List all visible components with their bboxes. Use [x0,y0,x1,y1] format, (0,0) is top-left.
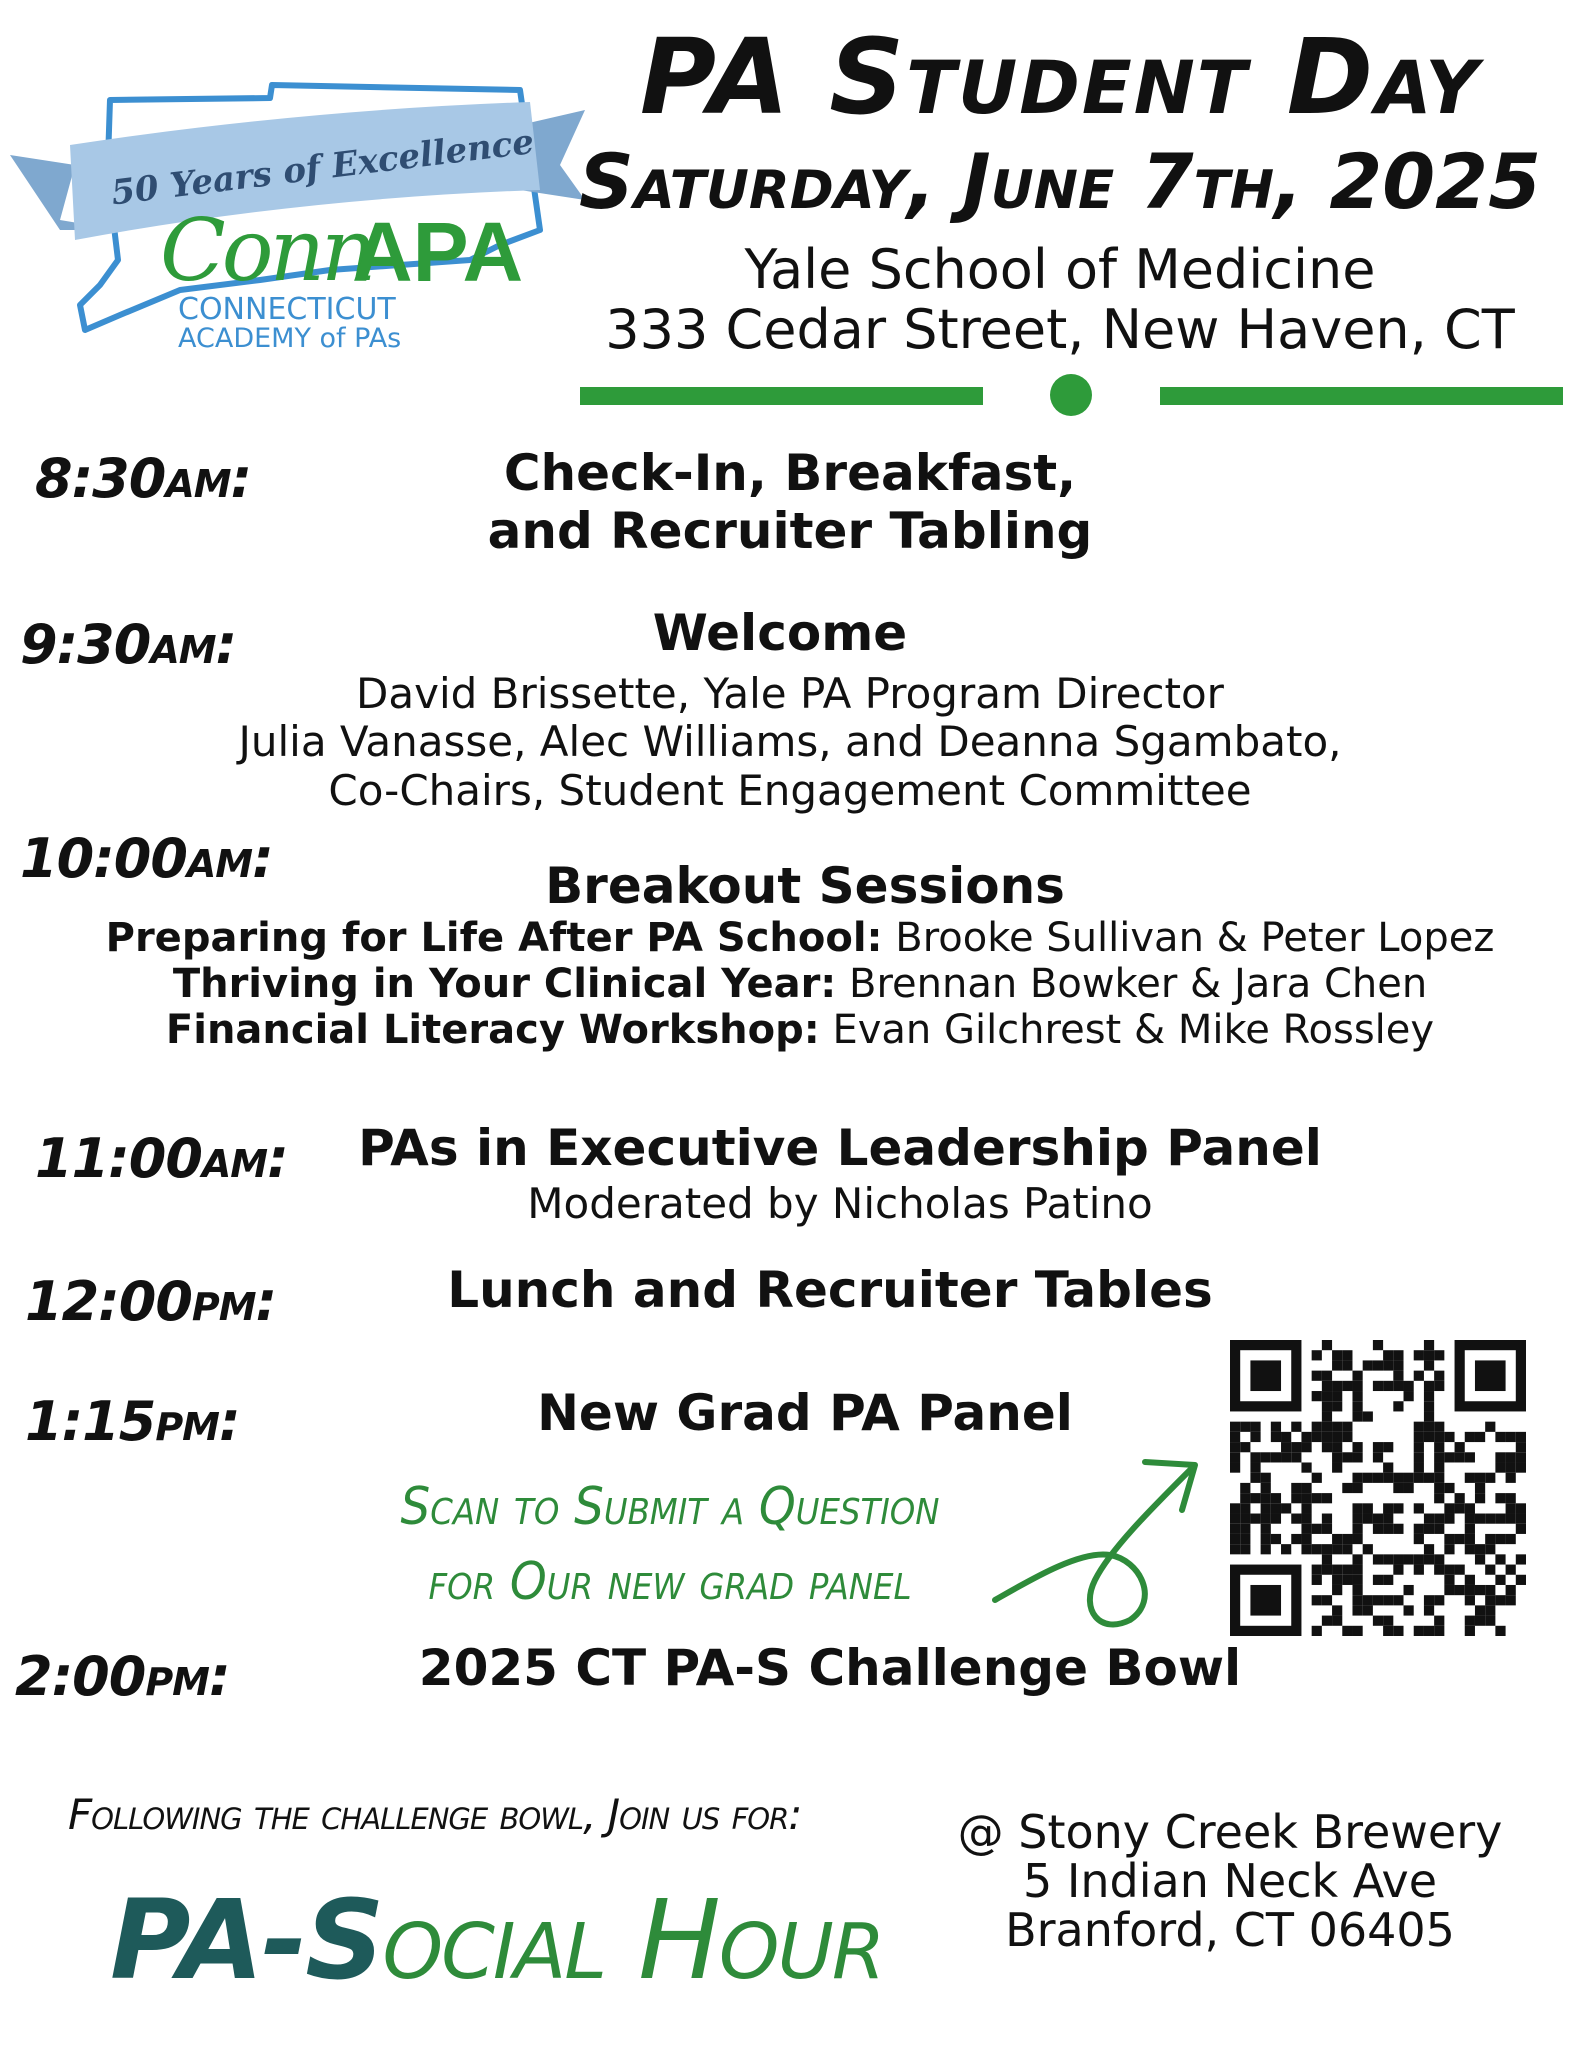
event-new-grad-panel: New Grad PA Panel [537,1384,1073,1442]
time-0930: 9:30am: [20,613,237,676]
divider-dot [1050,374,1092,416]
welcome-detail-line: Co-Chairs, Student Engagement Committee [328,765,1252,815]
divider-right [1160,387,1563,405]
event-checkin [340,445,1240,560]
event-challenge-bowl: 2025 CT PA-S Challenge Bowl [418,1639,1242,1697]
welcome-detail-line: Julia Vanasse, Alec Williams, and Deanna Sgambato, [238,717,1342,767]
time-0200: 2:00pm: [15,1645,230,1708]
session-name: Preparing for Life After PA School: [105,915,883,961]
divider-left [580,387,983,405]
logo-apa-text: APA [352,205,524,299]
scan-prompt [330,1470,1010,1621]
logo-conn-text: Conn [160,201,373,301]
breakout-session [20,1007,1580,1053]
session-name: Thriving in Your Clinical Year: [172,961,837,1007]
venue-address: 333 Cedar Street, New Haven, CT [605,298,1515,361]
breakout-session [20,915,1580,961]
session-name: Financial Literacy Workshop: [165,1007,820,1053]
session-speakers: Brennan Bowker & Jara Chen [849,961,1428,1007]
scan-prompt-line1: Scan to Submit a Question [400,1477,940,1537]
time-0830: 8:30am: [35,447,252,510]
event-welcome-title: Welcome [652,604,908,662]
curly-arrow-icon [990,1440,1210,1640]
scan-prompt-line2: for Our new grad panel [428,1552,912,1613]
time-1000: 10:00am: [20,827,273,890]
social-hour-part2: ocial Hour [382,1876,884,2004]
follow-text: Following the challenge bowl, Join us for: [68,1790,802,1839]
event-welcome-details [100,670,1480,815]
social-hour-title [110,1876,884,2004]
welcome-detail-line: David Brissette, Yale PA Program Director [356,669,1224,718]
event-leadership-moderator: Moderated by Nicholas Patino [527,1179,1153,1228]
session-speakers: Brooke Sullivan & Peter Lopez [895,915,1495,961]
logo-subtitle-line2: ACADEMY of PAs [178,323,402,354]
event-checkin-line2: and Recruiter Tabling [487,501,1093,560]
time-1100: 11:00am: [35,1127,288,1190]
location-line: @ Stony Creek Brewery [957,1805,1503,1859]
time-0115: 1:15pm: [25,1390,240,1453]
social-hour-location [930,1805,1530,1958]
qr-code[interactable] [1230,1340,1526,1636]
logo-subtitle-line1: CONNECTICUT [178,292,396,327]
social-hour-part1: PA-S [110,1876,383,2004]
event-lunch: Lunch and Recruiter Tables [447,1261,1213,1319]
event-checkin-line1: Check-In, Breakfast, [503,444,1077,502]
time-1200: 12:00pm: [25,1270,277,1333]
event-date: Saturday, June 7th, 2025 [579,137,1541,226]
venue-name: Yale School of Medicine [744,238,1376,301]
location-line: Branford, CT 06405 [1005,1903,1455,1958]
event-breakout-title: Breakout Sessions [545,857,1065,915]
event-title: PA Student Day [639,16,1481,138]
breakout-sessions-list [20,915,1580,1053]
session-speakers: Evan Gilchrest & Mike Rossley [832,1007,1435,1053]
breakout-session [20,961,1580,1007]
logo-banner-text: 50 Years of Excellence [109,121,537,214]
location-line: 5 Indian Neck Ave [1022,1854,1438,1909]
event-leadership-panel: PAs in Executive Leadership Panel [358,1119,1322,1177]
